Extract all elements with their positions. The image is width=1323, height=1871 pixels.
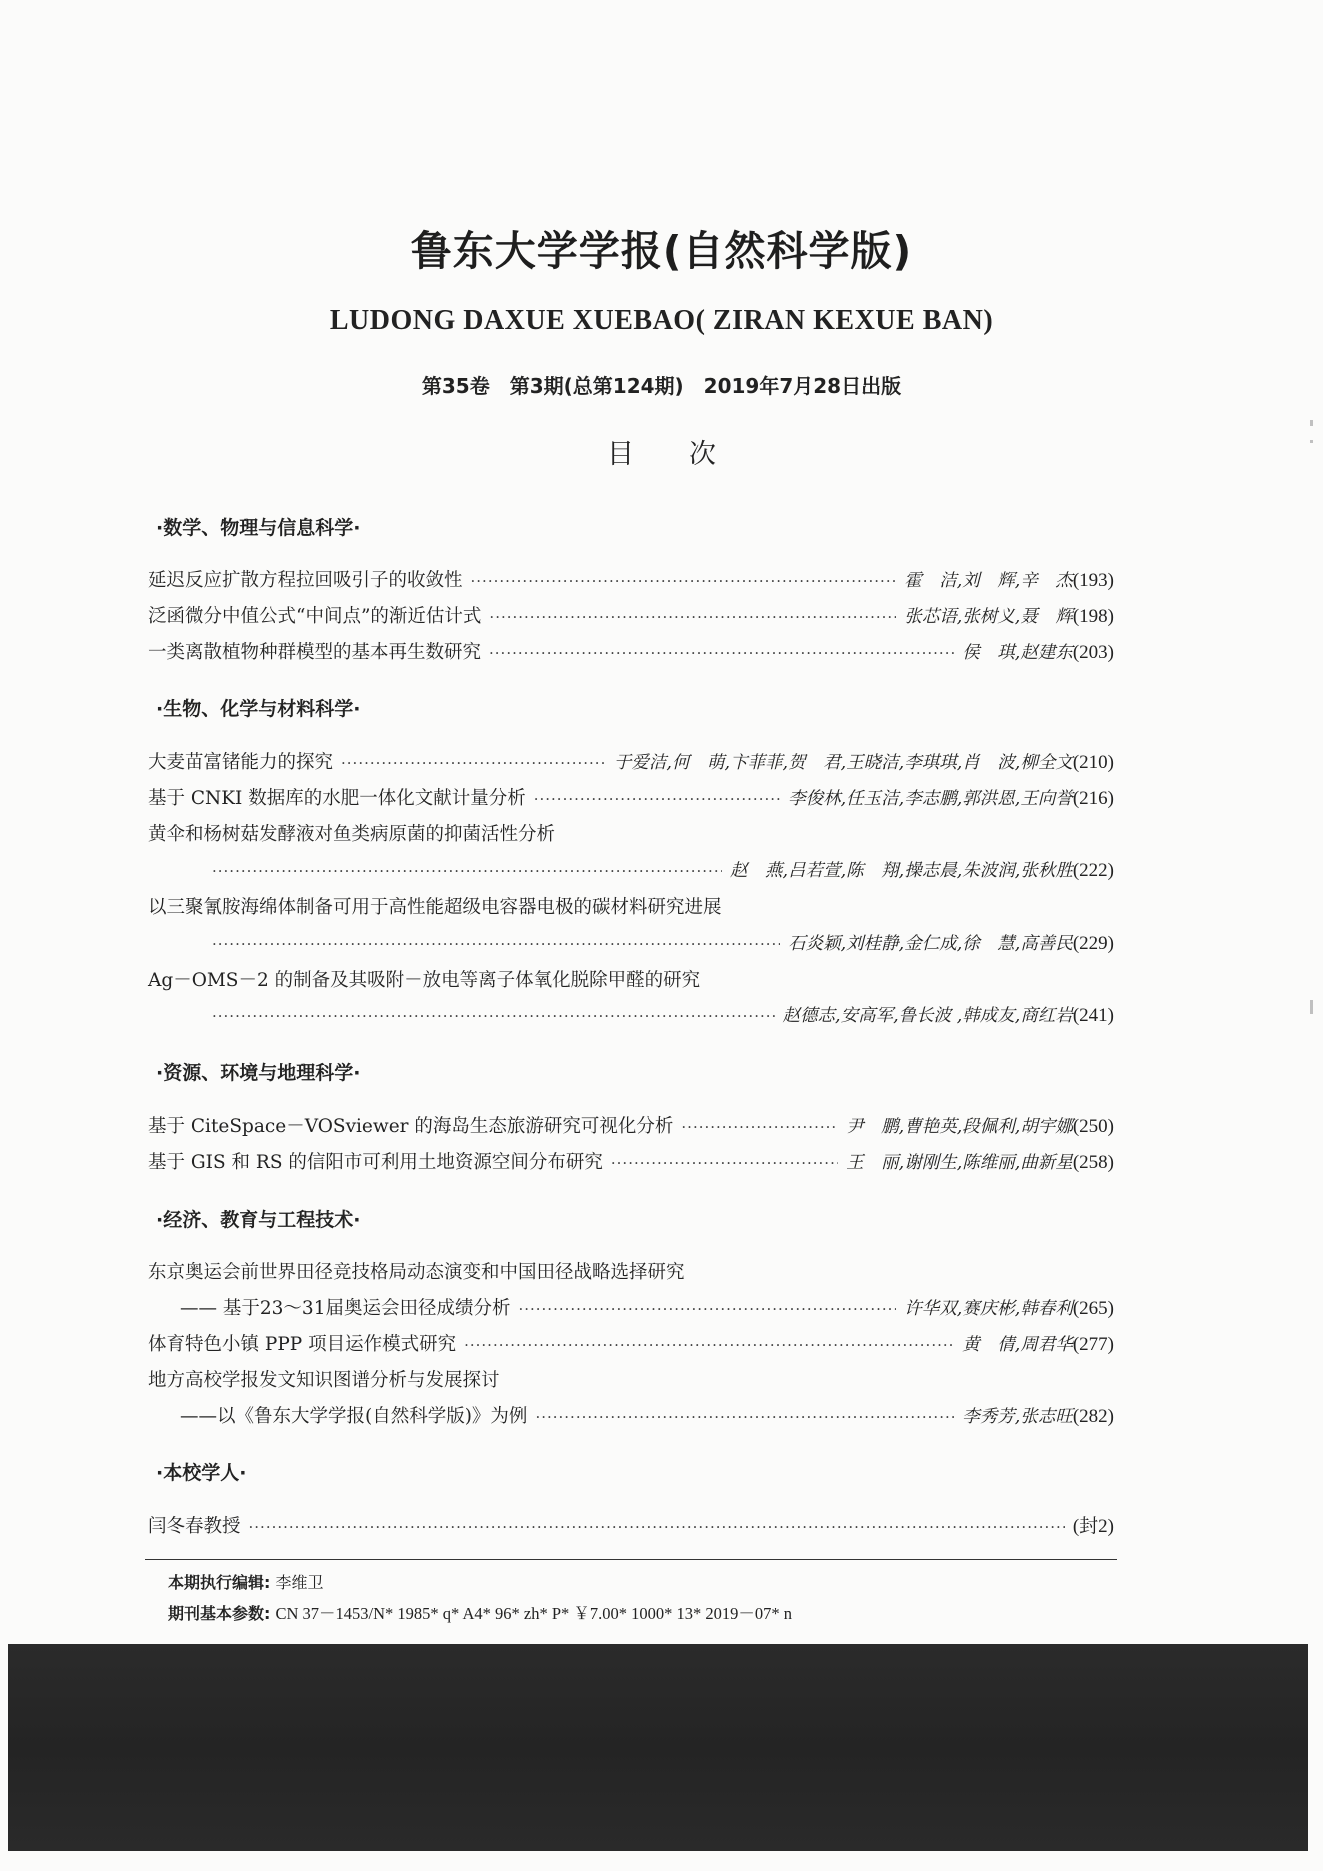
leader-dots: [249, 1518, 1065, 1536]
entry-title: 一类离散植物种群模型的基本再生数研究: [148, 642, 482, 663]
leader-dots: [534, 790, 780, 808]
entry-page: (229): [1072, 933, 1114, 954]
journal-pinyin-title: LUDONG DAXUE XUEBAO( ZIRAN KEXUE BAN): [329, 305, 994, 336]
entry-page: (241): [1072, 1005, 1114, 1026]
footer-params: [168, 1600, 792, 1624]
entry-authors: 李秀芳,张志旺: [962, 1407, 1073, 1427]
toc-entry-title-line[interactable]: [148, 893, 1114, 923]
entry-subtitle: ——以《鲁东大学学报(自然科学版)》为例: [180, 1406, 528, 1427]
scan-artifact: [1310, 1000, 1313, 1014]
toc-entry-title-line[interactable]: [148, 820, 1114, 850]
footer-editor: [168, 1570, 324, 1593]
entry-title: 东京奥运会前世界田径竞技格局动态演变和中国田径战略选择研究: [148, 1262, 685, 1283]
params-value: CN 37－1453/N* 1985* q* A4* 96* zh* P* ￥7.00* 1000* 13* 2019－07* n: [275, 1604, 793, 1623]
entry-authors: 张芯语,张树义,聂 辉: [904, 607, 1073, 627]
toc-entry[interactable]: [148, 638, 1114, 668]
leader-dots: [464, 1336, 954, 1354]
entry-page: (277): [1072, 1334, 1114, 1355]
toc-entry[interactable]: [148, 566, 1114, 596]
entry-authors: 侯 琪,赵建东: [962, 643, 1073, 663]
toc-entry[interactable]: [148, 602, 1114, 632]
entry-page: (193): [1072, 570, 1114, 591]
entry-authors: 许华双,赛庆彬,韩春利: [904, 1299, 1073, 1319]
toc-entry-title-line[interactable]: [148, 1366, 1114, 1396]
entry-authors: 赵德志,安高军,鲁长波 ,韩成友,商红岩: [782, 1006, 1073, 1026]
section-heading-math-physics-info: ·数学、物理与信息科学·: [156, 517, 361, 539]
scan-artifact: [1310, 420, 1313, 426]
entry-title: 延迟反应扩散方程拉回吸引子的收敛性: [148, 570, 463, 591]
journal-title: 鲁东大学学报(自然科学版): [410, 227, 913, 275]
entry-page: (282): [1072, 1406, 1114, 1427]
leader-dots: [471, 572, 897, 590]
section-heading-resources-env-geo: ·资源、环境与地理科学·: [156, 1062, 361, 1084]
issue-info: 第35卷 第3期(总第124期) 2019年7月28日出版: [421, 374, 902, 398]
leader-dots: [489, 644, 954, 662]
leader-dots: [212, 862, 722, 880]
entry-authors: 石炎颖,刘桂静,金仁成,徐 慧,高善民: [788, 934, 1073, 954]
scan-artifact: [1310, 440, 1313, 443]
section-heading-faculty: ·本校学人·: [156, 1462, 247, 1484]
toc-entry[interactable]: [148, 1330, 1114, 1360]
entry-page: (198): [1072, 606, 1114, 627]
leader-dots: [489, 608, 896, 626]
entry-page: (216): [1072, 788, 1114, 809]
entry-title: 体育特色小镇 PPP 项目运作模式研究: [148, 1334, 457, 1355]
entry-page: (250): [1072, 1116, 1114, 1137]
entry-title: 基于 GIS 和 RS 的信阳市可利用土地资源空间分布研究: [148, 1152, 603, 1173]
entry-title: 大麦苗富锗能力的探究: [148, 752, 334, 773]
toc-entry-subtitle-line[interactable]: [180, 1294, 1114, 1324]
entry-title: 地方高校学报发文知识图谱分析与发展探讨: [148, 1370, 500, 1391]
toc-entry[interactable]: [148, 1511, 1114, 1541]
entry-page: (203): [1072, 642, 1114, 663]
section-heading-econ-edu-eng: ·经济、教育与工程技术·: [156, 1209, 361, 1231]
toc-entry-title-line[interactable]: [148, 1258, 1114, 1288]
entry-authors: 霍 洁,刘 辉,辛 杰: [904, 571, 1073, 591]
entry-page: (封2): [1072, 1516, 1114, 1537]
editor-label: 本期执行编辑:: [168, 1573, 271, 1592]
leader-dots: [212, 1007, 775, 1025]
section-heading-bio-chem-materials: ·生物、化学与材料科学·: [156, 698, 361, 720]
leader-dots: [611, 1154, 838, 1172]
entry-title: 基于 CiteSpace－VOSviewer 的海岛生态旅游研究可视化分析: [148, 1116, 674, 1137]
leader-dots: [212, 935, 780, 953]
toc-entry[interactable]: [148, 748, 1114, 778]
entry-authors: 尹 鹏,曹艳英,段佩利,胡宇娜: [846, 1117, 1073, 1137]
entry-title: 闫冬春教授: [148, 1516, 241, 1537]
toc-entry-author-line[interactable]: [212, 857, 1114, 887]
entry-title: 基于 CNKI 数据库的水肥一体化文献计量分析: [148, 788, 526, 809]
entry-title: 以三聚氰胺海绵体制备可用于高性能超级电容器电极的碳材料研究进展: [148, 897, 722, 918]
entry-title: Ag－OMS－2 的制备及其吸附－放电等离子体氧化脱除甲醛的研究: [148, 970, 701, 991]
entry-page: (265): [1072, 1298, 1114, 1319]
entry-authors: 黄 倩,周君华: [962, 1335, 1073, 1355]
entry-authors: 王 丽,谢刚生,陈维丽,曲新星: [846, 1153, 1073, 1173]
params-label: 期刊基本参数:: [168, 1604, 271, 1623]
toc-entry[interactable]: [148, 784, 1114, 814]
leader-dots: [535, 1408, 954, 1426]
entry-page: (258): [1072, 1152, 1114, 1173]
toc-entry[interactable]: [148, 1112, 1114, 1142]
footer-divider: [145, 1559, 1117, 1560]
toc-heading: 目次: [607, 439, 771, 470]
toc-entry-title-line[interactable]: [148, 966, 1114, 996]
entry-authors: 赵 燕,吕若萱,陈 翔,操志晨,朱波润,张秋胜: [730, 861, 1073, 881]
entry-authors: 李俊林,任玉洁,李志鹏,郭洪恩,王向誉: [788, 789, 1073, 809]
toc-entry-author-line[interactable]: [212, 1002, 1114, 1032]
leader-dots: [341, 754, 606, 772]
toc-entry-subtitle-line[interactable]: [180, 1402, 1114, 1432]
scan-dark-band: [8, 1644, 1308, 1851]
leader-dots: [518, 1300, 896, 1318]
entry-page: (210): [1072, 752, 1114, 773]
toc-entry[interactable]: [148, 1148, 1114, 1178]
entry-title: 黄伞和杨树菇发酵液对鱼类病原菌的抑菌活性分析: [148, 824, 556, 845]
entry-authors: 于爱洁,何 萌,卞菲菲,贺 君,王晓洁,李琪琪,肖 波,柳全文: [613, 753, 1073, 773]
entry-title: 泛函微分中值公式“中间点”的渐近估计式: [148, 606, 482, 627]
editor-value: 李维卫: [275, 1573, 324, 1592]
entry-subtitle: —— 基于23～31届奥运会田径成绩分析: [180, 1298, 511, 1319]
toc-entry-author-line[interactable]: [212, 930, 1114, 960]
entry-page: (222): [1072, 860, 1114, 881]
leader-dots: [681, 1118, 838, 1136]
